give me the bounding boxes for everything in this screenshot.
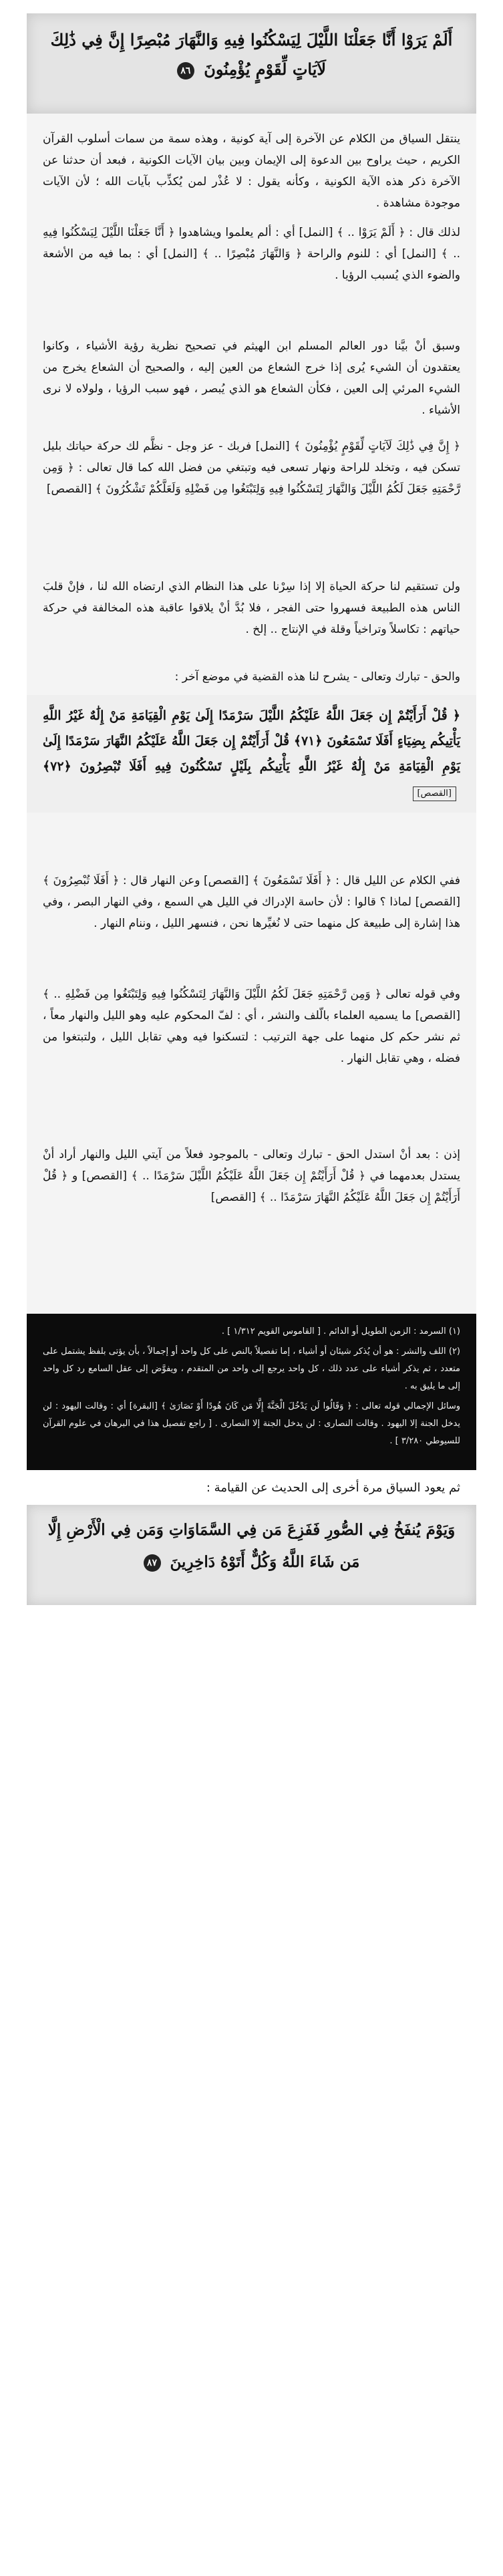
paragraph-life-order: ولن تستقيم لنا حركة الحياة إلا إذا سِرْنا على هذا النظام الذي ارتضاه الله لنا ، فإنْ قلبَ الناس هذه الطبيعة فسهروا حتى الفجر ، فلا بُدَّ أنْ يلاقوا عاقبة هذه المخالفة في حركة حياتهم : تكاسلاً وتراخياً وقلة في الإنتاج .. إلخ . [43, 580, 460, 636]
qasas-badge: [القصص] [413, 786, 457, 801]
qasas-verse-text: ﴿ قُلْ أَرَأَيْتُمْ إِن جَعَلَ اللَّهُ عَلَيْكُمُ اللَّيْلَ سَرْمَدًا إِلَىٰ يَوْمِ الْقِيَامَةِ مَنْ إِلَٰهٌ غَيْرُ اللَّهِ يَأْتِيكُم بِضِيَاءٍ أَفَلَا تَسْمَعُونَ ﴿٧١﴾ قُلْ أَرَأَيْتُمْ إِن جَعَلَ اللَّهُ عَلَيْكُمُ النَّهَارَ سَرْمَدًا إِلَىٰ يَوْمِ الْقِيَامَةِ مَنْ إِلَٰهٌ غَيْرُ اللَّهِ يَأْتِيكُم بِلَيْلٍ تَسْكُنُونَ فِيهِ أَفَلَا تُبْصِرُونَ ﴿٧٢﴾ [43, 708, 461, 774]
footnotes-box [27, 1314, 476, 1470]
footnote-2: (٢) اللف والنشر : هو أن يُذكر شيئان أو أشياء ، إما تفصيلاً بالنص على كل واحد أو إجمالاً ، بأن يؤتى بلفظ يشتمل على متعدد ، ثم يذكر أشياء على عدد ذلك ، كل واحد يرجع إلى واحد من المتقدم ، ويفوَّض إلى عقل السامع رد كل واحد إلى ما يليق به . [43, 1346, 460, 1391]
paragraph-intro: ينتقل السياق من الكلام عن الآخرة إلى آية كونية ، وهذه سمة من سمات أسلوب القرآن الكريم ، حيث يراوح بين الدعوة إلى الإيمان وبين بيان الآيات الكونية ، فبعد أن حدثنا عن الآخرة ذكر هذه الآية الكونية ، وكأنه يقول : لا عُذْر لمن يُكذِّب بآيات الله ؛ لأن الآيات موجودة مشاهدة . [43, 132, 460, 210]
verse-number-badge: ٨٦ [177, 62, 194, 80]
paragraph-ibn-haytham: وسبق أنْ بيَّنا دور العالم المسلم ابن الهيثم في تصحيح نظرية رؤية الأشياء ، وكانوا يعتقدون أن الشيء يُرى إذا خرج الشعاع من العين إليه ، والصحيح أن الشعاع يخرج من الشيء المرئي إلى العين ، فكأن الشعاع هو الذي يُبصر ، فهو سبب الرؤيا ، ولولاه لا نرى الأشياء . [43, 339, 460, 417]
page2-verse-text: وَيَوْمَ يُنفَخُ فِي الصُّورِ فَفَزِعَ مَن فِي السَّمَاوَاتِ وَمَن فِي الْأَرْضِ إِلَّا مَن شَاءَ اللَّهُ وَكُلٌّ أَتَوْهُ دَاخِرِينَ [47, 1521, 456, 1571]
header-verse-text: أَلَمْ يَرَوْا أَنَّا جَعَلْنَا اللَّيْلَ لِيَسْكُنُوا فِيهِ وَالنَّهَارَ مُبْصِرًا إِنَّ فِي ذَٰلِكَ لَآيَاتٍ لِّقَوْمٍ يُؤْمِنُونَ [50, 30, 453, 79]
page2-verse-number: ٨٧ [144, 1554, 161, 1572]
page2-verse-box [27, 1505, 476, 1605]
quran-verse-qasas [27, 695, 476, 813]
second-page [27, 1470, 476, 1610]
book-page [27, 13, 476, 1470]
paragraph-laff-nashr: وفي قوله تعالى ﴿ وَمِن رَّحْمَتِهِ جَعَلَ لَكُمُ اللَّيْلَ وَالنَّهَارَ لِتَسْكُنُوا فِيهِ وَلِتَبْتَغُوا مِن فَضْلِهِ .. ﴾ [القصص] ما يسميه العلماء بالّلف والنشر ، أي : لفّ المحكوم عليه وهو الليل والنهار معاً ، ثم نشر حكم كل منهما على جهة الترتيب : لتسكنوا فيه وهي تقابل الليل ، ولتبتغوا من فضله ، وهي تقابل النهار . [43, 988, 460, 1065]
paragraph-hearing-sight: ففي الكلام عن الليل قال : ﴿ أَفَلَا تَسْمَعُونَ ﴾ [القصص] وعن النهار قال : ﴿ أَفَلَا تُبْصِرُونَ ﴾ [القصص] لماذا ؟ قالوا : لأن حاسة الإدراك في الليل هي السمع ، وفي النهار البصر ، وفي هذا إشارة إلى طبيعة كل منهما حتى لا نُغيِّرها نحن ، فنسهر الليل ، وننام النهار . [43, 874, 460, 930]
paragraph-alam-yaraw: لذلك قال : ﴿ أَلَمْ يَرَوْا .. ﴾ [النمل] أي : ألم يعلموا ويشاهدوا ﴿ أَنَّا جَعَلْنَا اللَّيْلَ لِيَسْكُنُوا فِيهِ .. ﴾ [النمل] أي : للنوم والراحة ﴿ وَالنَّهَارَ مُبْصِرًا .. ﴾ [النمل] أي : بما فيه من الأشعة والضوء الذي يُسبب الرؤيا . [43, 226, 460, 282]
paragraph-conclusion: إذن : بعد أنْ استدل الحق - تبارك وتعالى - بالموجود فعلاً من آيتي الليل والنهار أراد أنْ يستدل بعدمهما في ﴿ قُلْ أَرَأَيْتُمْ إِن جَعَلَ اللَّهُ عَلَيْكُمُ اللَّيْلَ سَرْمَدًا .. ﴾ [القصص] و ﴿ قُلْ أَرَأَيْتُمْ إِن جَعَلَ اللَّهُ عَلَيْكُمُ النَّهَارَ سَرْمَدًا .. ﴾ [القصص] [43, 1148, 460, 1204]
paragraph-ayat: ﴿ إِنَّ فِي ذَٰلِكَ لَآيَاتٍ لِّقَوْمٍ يُؤْمِنُونَ ﴾ [النمل] فربك - عز وجل - نظَّم لك حركة حياتك بليل تسكن فيه ، وتخلد للراحة ونهار تسعى فيه وتبتغي من فضل الله كما قال تعالى : ﴿ وَمِن رَّحْمَتِهِ جَعَلَ لَكُمُ اللَّيْلَ وَالنَّهَارَ لِتَسْكُنُوا فِيهِ وَلِتَبْتَغُوا مِن فَضْلِهِ وَلَعَلَّكُمْ تَشْكُرُونَ ﴾ [القصص] [43, 440, 460, 496]
paragraph-transition: والحق - تبارك وتعالى - يشرح لنا هذه القضية في موضع آخر : [174, 670, 460, 684]
header-verse-box [27, 13, 476, 114]
footnote-3: وسائل الإجمالي قوله تعالى : ﴿ وَقَالُوا لَن يَدْخُلَ الْجَنَّةَ إِلَّا مَن كَانَ هُودًا أَوْ نَصَارَىٰ ﴾ [البقرة] أي : وقالت اليهود : لن يدخل الجنة إلا اليهود . وقالت النصارى : لن يدخل الجنة إلا النصارى . [ راجع تفصيل هذا في البرهان في علوم القرآن للسيوطي ٣/٢٨٠ ] . [43, 1401, 460, 1446]
footnote-1: (١) السرمد : الزمن الطويل أو الدائم . [ القاموس القويم ١/٣١٢ ] . [221, 1326, 460, 1336]
page2-intro: ثم يعود السياق مرة أخرى إلى الحديث عن القيامة : [206, 1481, 460, 1495]
